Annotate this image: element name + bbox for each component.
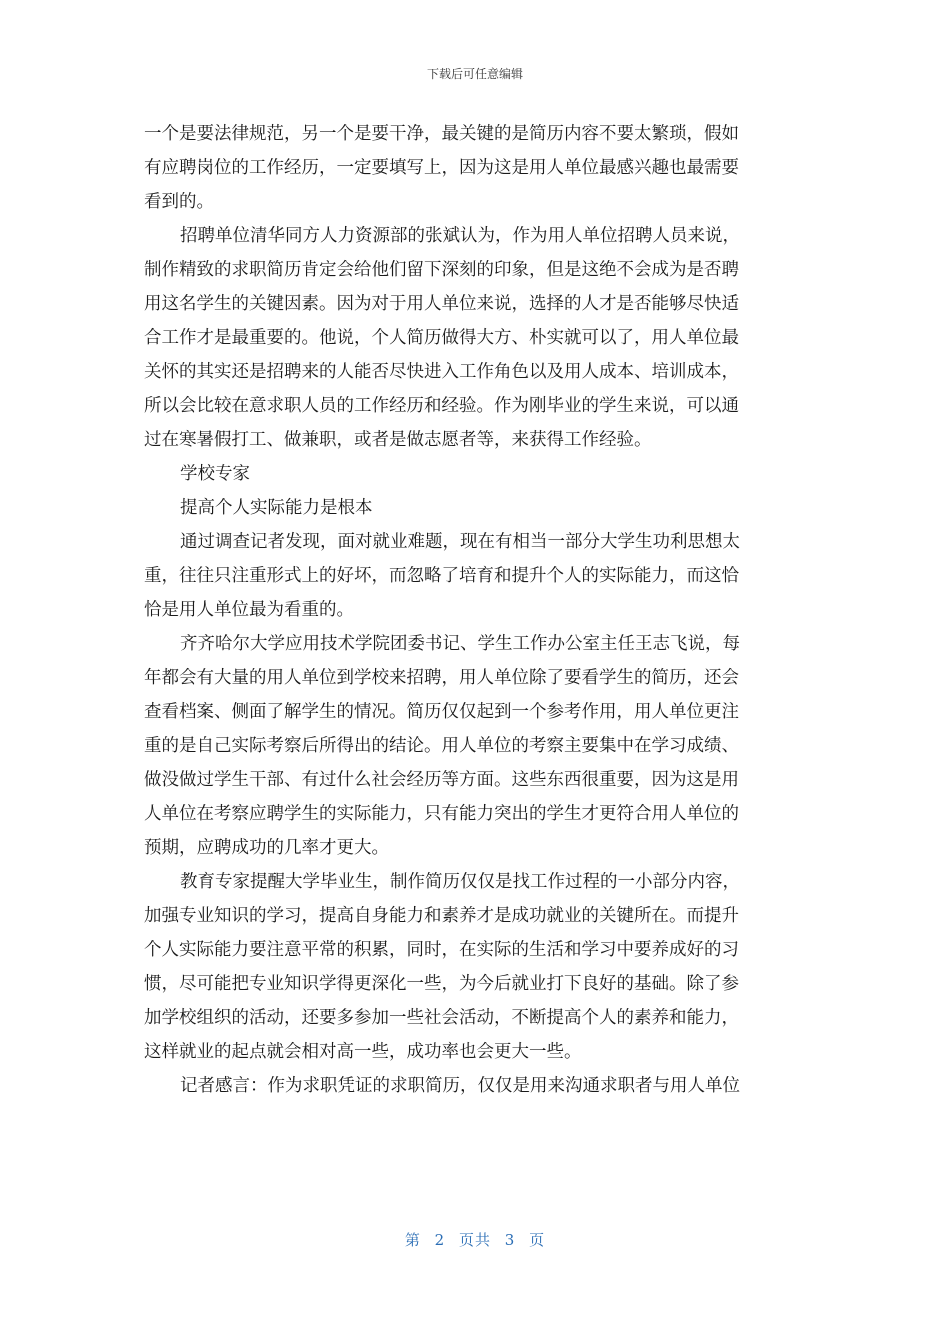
document-body (144, 117, 798, 1103)
text-line: 一个是要法律规范，另一个是要干净，最关键的是简历内容不要太繁琐，假如 (144, 124, 739, 144)
text-line: 提高个人实际能力是根本 (180, 498, 373, 518)
text-line: 看到的。 (144, 192, 214, 212)
text-line: 重的是自己实际考察后所得出的结论。用人单位的考察主要集中在学习成绩、 (144, 736, 739, 756)
text-line: 预期，应聘成功的几率才更大。 (144, 838, 389, 858)
text-line: 有应聘岗位的工作经历，一定要填写上，因为这是用人单位最感兴趣也最需要 (144, 158, 739, 178)
text-line: 合工作才是最重要的。他说，个人简历做得大方、朴实就可以了，用人单位最 (144, 328, 739, 348)
text-line: 这样就业的起点就会相对高一些，成功率也会更大一些。 (144, 1042, 582, 1062)
text-line: 过在寒暑假打工、做兼职，或者是做志愿者等，来获得工作经验。 (144, 430, 652, 450)
text-line: 记者感言：作为求职凭证的求职简历，仅仅是用来沟通求职者与用人单位 (180, 1076, 740, 1096)
page-header: 下载后可任意编辑 (426, 67, 523, 81)
text-line: 加学校组织的活动，还要多参加一些社会活动，不断提高个人的素养和能力， (144, 1008, 739, 1028)
text-line: 惯，尽可能把专业知识学得更深化一些，为今后就业打下良好的基础。除了参 (144, 974, 739, 994)
text-line: 制作精致的求职简历肯定会给他们留下深刻的印象，但是这绝不会成为是否聘 (144, 260, 739, 280)
footer-prefix: 第 (404, 1231, 421, 1249)
text-line: 恰是用人单位最为看重的。 (144, 600, 354, 620)
text-line: 教育专家提醒大学毕业生，制作简历仅仅是找工作过程的一小部分内容， (180, 872, 740, 892)
footer-suffix: 页 (529, 1231, 546, 1249)
text-line: 个人实际能力要注意平常的积累，同时，在实际的生活和学习中要养成好的习 (144, 940, 739, 960)
text-line: 用这名学生的关键因素。因为对于用人单位来说，选择的人才是否能够尽快适 (144, 294, 739, 314)
text-line: 齐齐哈尔大学应用技术学院团委书记、学生工作办公室主任王志飞说，每 (180, 634, 740, 654)
text-line: 关怀的其实还是招聘来的人能否尽快进入工作角色以及用人成本、培训成本， (144, 362, 739, 382)
text-line: 招聘单位清华同方人力资源部的张斌认为，作为用人单位招聘人员来说， (180, 226, 740, 246)
footer-middle: 页共 (458, 1231, 491, 1249)
text-line: 学校专家 (180, 464, 250, 484)
text-line: 做没做过学生干部、有过什么社会经历等方面。这些东西很重要，因为这是用 (144, 770, 739, 790)
text-line: 加强专业知识的学习，提高自身能力和素养才是成功就业的关键所在。而提升 (144, 906, 739, 926)
page-footer (0, 1229, 950, 1251)
text-line: 重，往往只注重形式上的好坏，而忽略了培育和提升个人的实际能力，而这恰 (144, 566, 739, 586)
text-line: 人单位在考察应聘学生的实际能力，只有能力突出的学生才更符合用人单位的 (144, 804, 739, 824)
text-line: 查看档案、侧面了解学生的情况。简历仅仅起到一个参考作用，用人单位更注 (144, 702, 739, 722)
text-line: 年都会有大量的用人单位到学校来招聘，用人单位除了要看学生的简历，还会 (144, 668, 739, 688)
text-line: 所以会比较在意求职人员的工作经历和经验。作为刚毕业的学生来说，可以通 (144, 396, 739, 416)
text-line: 通过调查记者发现，面对就业难题，现在有相当一部分大学生功利思想太 (180, 532, 740, 552)
footer-total-pages: 3 (504, 1231, 516, 1249)
footer-page-number: 2 (434, 1231, 446, 1249)
